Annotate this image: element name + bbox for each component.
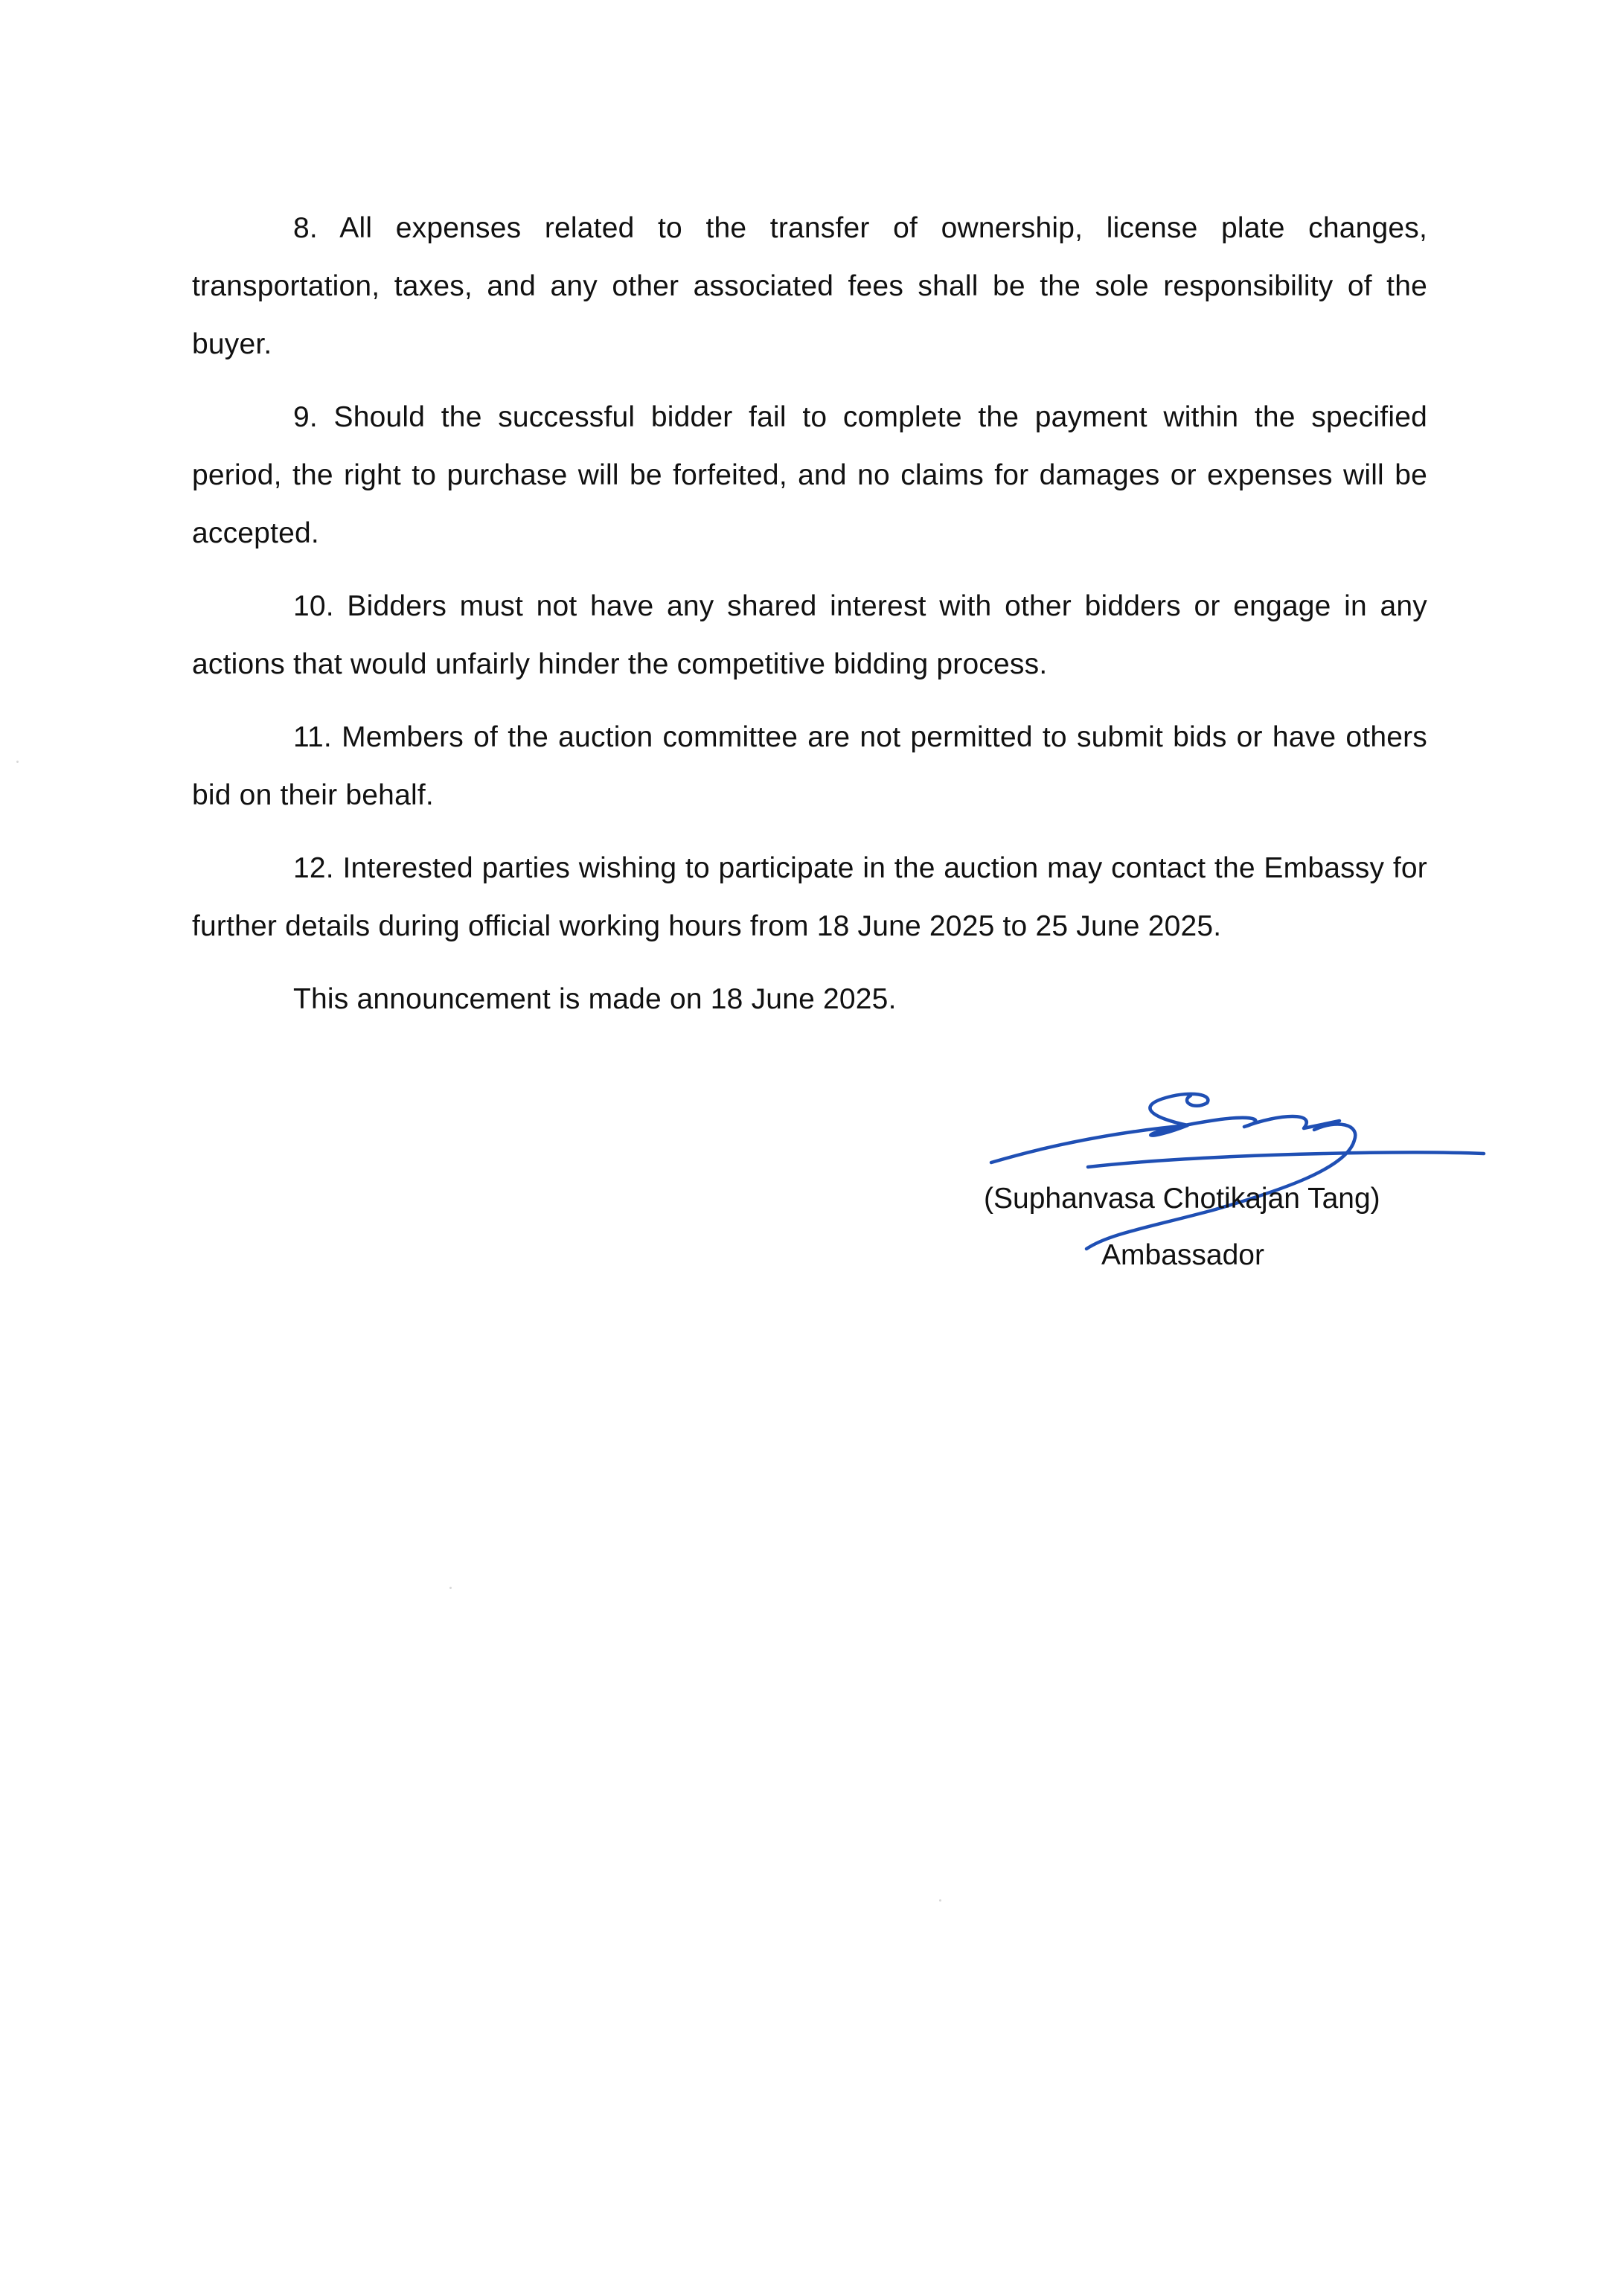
signature-stroke bbox=[991, 1094, 1339, 1163]
signer-name: (Suphanvasa Chotikajan Tang) bbox=[984, 1183, 1380, 1215]
scan-speck bbox=[939, 1899, 941, 1902]
handwritten-signature bbox=[967, 1072, 1503, 1258]
scan-speck bbox=[449, 1587, 452, 1589]
clause-8: 8. All expenses related to the transfer of ownership, license plate changes, transportation, taxes, and any other associated fees shall be the sole responsibility of the buyer. bbox=[192, 212, 1427, 360]
clause-9: 9. Should the successful bidder fail to complete the payment within the specified period, the right to purchase will be forfeited, and no claims for damages or expenses will be accepted. bbox=[192, 401, 1427, 549]
clause-12: 12. Interested parties wishing to participate in the auction may contact the Embassy for further details during official working hours from 18 June 2025 to 25 June 2025. bbox=[192, 852, 1427, 942]
clause-11: 11. Members of the auction committee are not permitted to submit bids or have others bid on their behalf. bbox=[192, 721, 1427, 811]
scan-speck bbox=[16, 761, 19, 763]
signature-block bbox=[967, 1072, 1503, 1295]
signer-title: Ambassador bbox=[1101, 1239, 1264, 1271]
document-body bbox=[192, 199, 1427, 1029]
signature-baseline bbox=[1088, 1153, 1484, 1168]
clause-10: 10. Bidders must not have any shared interest with other bidders or engage in any actions that would unfairly hinder the competitive bidding process. bbox=[192, 590, 1427, 680]
closing-statement: This announcement is made on 18 June 2025. bbox=[293, 983, 897, 1015]
